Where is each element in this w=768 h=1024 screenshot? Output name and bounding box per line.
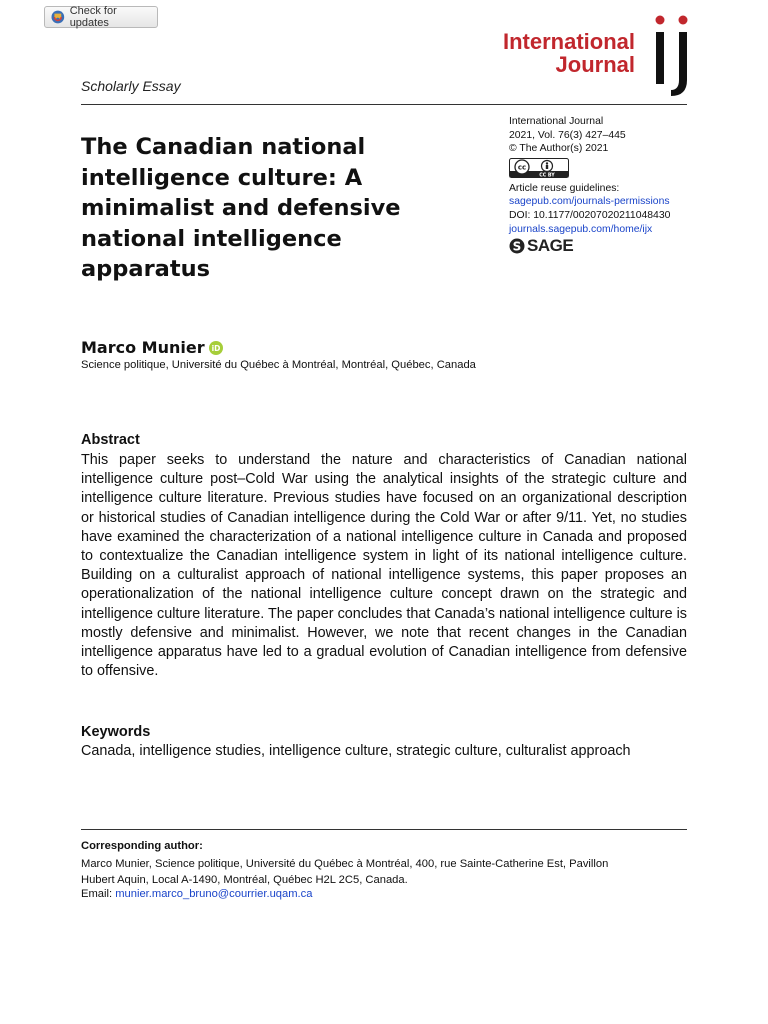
author-name: Marco Munier	[81, 338, 205, 357]
abstract-heading: Abstract	[81, 432, 140, 448]
journal-logo-text	[470, 30, 635, 76]
check-for-updates-label: Check for updates	[69, 5, 117, 29]
svg-text:iD: iD	[211, 343, 220, 353]
volume-info: 2021, Vol. 76(3) 427–445	[509, 129, 626, 141]
address-line-1: Marco Munier, Science politique, Université du Québec à Montréal, 400, rue Sainte-Catherine Est, Pavillon	[81, 858, 609, 870]
journal-logo-line1: International	[502, 29, 635, 54]
check-for-updates-button[interactable]	[44, 6, 158, 28]
keywords-text: Canada, intelligence studies, intelligence culture, strategic culture, culturalist approach	[81, 743, 631, 759]
journal-home-link[interactable]: journals.sagepub.com/home/ijx	[509, 223, 653, 235]
permissions-link[interactable]: sagepub.com/journals-permissions	[509, 196, 670, 208]
corresponding-author-heading: Corresponding author:	[81, 840, 203, 852]
journal-ij-logo-icon	[644, 14, 692, 98]
footnote-divider	[81, 829, 687, 830]
svg-text:cc: cc	[517, 163, 527, 172]
address-line-2: Hubert Aquin, Local A-1490, Montréal, Québec H2L 2C5, Canada.	[81, 874, 408, 886]
journal-logo-line2: Journal	[555, 52, 635, 77]
sage-s-icon	[509, 238, 525, 254]
publication-info	[509, 115, 699, 254]
article-title: The Canadian national intelligence culture: A minimalist and defensive national intelligence apparatus	[81, 134, 401, 282]
copyright: © The Author(s) 2021	[509, 143, 609, 155]
author-affiliation: Science politique, Université du Québec à Montréal, Montréal, Québec, Canada	[81, 359, 476, 371]
cc-license-text: CC BY	[539, 173, 555, 178]
header-divider	[81, 104, 687, 105]
email-label: Email:	[81, 888, 113, 900]
author-line	[81, 338, 223, 357]
abstract-text: This paper seeks to understand the nature and characteristics of Canadian national intelligence culture post–Cold War using the analytical insights of the strategic culture and intelligence culture literature. Previous studies have focused on an organizational description or historical studies of Canadian intelligence during the Cold War or after 9/11. Yet, no studies have examined the characterization of a national intelligence culture in Canada and proposed to contextualize the Canadian intelligence system in light of its national intelligence culture. Building on a culturalist approach of national intelligence systems, this paper proposes an operationalization of the national intelligence culture concept drawn on the strategic and intelligence culture literature. The paper concludes that Canada’s national intelligence culture is mostly defensive and minimalist. However, we note that recent changes in the Canadian intelligence apparatus have led to a gradual evolution of Canadian intelligence from defensive to offensive.	[81, 452, 687, 680]
cc-by-license-icon[interactable]	[509, 158, 569, 178]
email-link[interactable]: munier.marco_bruno@courrier.uqam.ca	[115, 888, 313, 900]
keywords-heading: Keywords	[81, 724, 151, 740]
corresponding-email-line	[81, 888, 313, 900]
crossmark-badge-icon	[51, 10, 65, 24]
sage-logo	[509, 238, 699, 254]
svg-text:S: S	[512, 239, 522, 254]
publisher-name: SAGE	[527, 236, 574, 256]
orcid-icon[interactable]	[209, 341, 223, 355]
doi: DOI: 10.1177/00207020211048430	[509, 209, 671, 221]
journal-name: International Journal	[509, 116, 604, 127]
article-type: Scholarly Essay	[81, 78, 181, 94]
reuse-guidelines-label: Article reuse guidelines:	[509, 182, 620, 194]
corresponding-author-address	[81, 856, 687, 888]
